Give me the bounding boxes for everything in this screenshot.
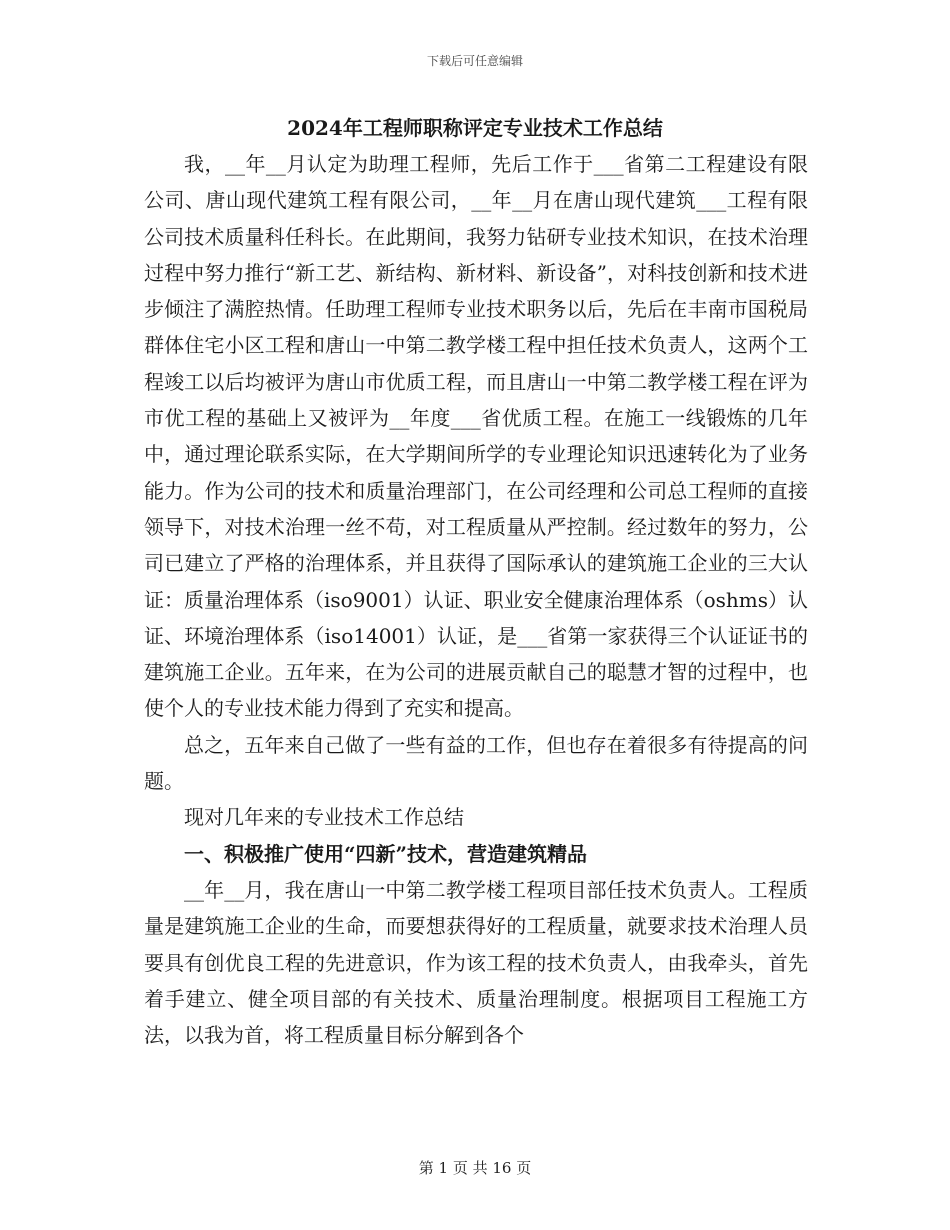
- paragraph-summary: 总之，五年来自己做了一些有益的工作，但也存在着很多有待提高的问题。: [144, 732, 808, 794]
- document-title: 2024年工程师职称评定专业技术工作总结: [287, 116, 663, 140]
- page-footer: 第 1 页 共 16 页: [418, 1159, 532, 1177]
- page-header: 下载后可任意编辑: [426, 54, 523, 68]
- document-body: [144, 146, 808, 1053]
- paragraph-lead: 现对几年来的专业技术工作总结: [184, 805, 464, 830]
- paragraph-section-1: __年__月，我在唐山一中第二教学楼工程项目部任技术负责人。工程质量是建筑施工企业的生命，而要想获得好的工程质量，就要求技术治理人员要具有创优良工程的先进意识，作为该工程的技术负责人，由我牵头，首先着手建立、健全项目部的有关技术、质量治理制度。根据项目工程施工方法，以我为首，将工程质量目标分解到各个: [144, 877, 808, 1048]
- section-heading: 一、积极推广使用“四新”技术，营造建筑精品: [184, 841, 588, 866]
- paragraph-intro: 我，__年__月认定为助理工程师，先后工作于___省第二工程建设有限公司、唐山现代建筑工程有限公司，__年__月在唐山现代建筑___工程有限公司技术质量科任科长。在此期间，我努力钻研专业技术知识，在技术治理过程中努力推行“新工艺、新结构、新材料、新设备”，对科技创新和技术进步倾注了满腔热情。任助理工程师专业技术职务以后，先后在丰南市国税局群体住宅小区工程和唐山一中第二教学楼工程中担任技术负责人，这两个工程竣工以后均被评为唐山市优质工程，而且唐山一中第二教学楼工程在评为市优工程的基础上又被评为__年度___省优质工程。在施工一线锻炼的几年中，通过理论联系实际，在大学期间所学的专业理论知识迅速转化为了业务能力。作为公司的技术和质量治理部门，在公司经理和公司总工程师的直接领导下，对技术治理一丝不苟，对工程质量从严控制。经过数年的努力，公司已建立了严格的治理体系，并且获得了国际承认的建筑施工企业的三大认证：质量治理体系（iso9001）认证、职业安全健康治理体系（oshms）认证、环境治理体系（iso14001）认证，是___省第一家获得三个认证证书的建筑施工企业。五年来，在为公司的进展贡献自己的聪慧才智的过程中，也使个人的专业技术能力得到了充实和提高。: [144, 152, 809, 721]
